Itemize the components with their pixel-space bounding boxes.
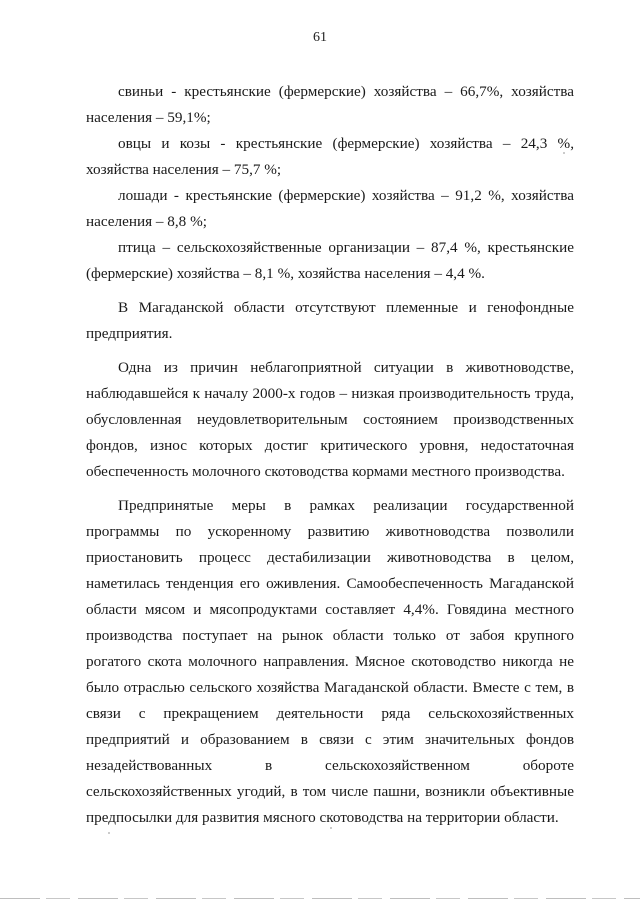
paragraph-causes: Одна из причин неблагоприятной ситуации в животноводстве, наблюдавшейся к началу 2000-х годов – низкая производительность труда, обусловленная неудовлетворительным состоянием производственных фондов, износ которых достиг критического уровня, недостаточная обеспеченность молочного скотоводства кормами местного производства. xyxy=(86,359,574,480)
scan-speck xyxy=(108,832,110,834)
scan-speck xyxy=(330,827,332,829)
page-body xyxy=(86,79,574,831)
paragraph-horses: лошади - крестьянские (фермерские) хозяйства – 91,2 %, хозяйства населения – 8,8 %; xyxy=(86,187,574,230)
page-number: 61 xyxy=(313,30,327,45)
scan-bottom-edge xyxy=(0,898,640,899)
paragraph-breeding-enterprises: В Магаданской области отсутствуют племенные и генофондные предприятия. xyxy=(86,299,574,342)
paragraph-sheep-goats: овцы и козы - крестьянские (фермерские) хозяйства – 24,3 %, хозяйства населения – 75,7 %; xyxy=(86,135,574,178)
scan-speck xyxy=(563,152,565,154)
paragraph-pigs: свиньи - крестьянские (фермерские) хозяйства – 66,7%, хозяйства населения – 59,1%; xyxy=(86,83,574,126)
paragraph-measures: Предпринятые меры в рамках реализации государственной программы по ускоренному развитию животноводства позволили приостановить процесс дестабилизации животноводства в целом, наметилась тенденция его оживления. Самообеспеченность Магаданской области мясом и мясопродуктами составляет 4,4%. Говядина местного производства поступает на рынок области только от забоя крупного рогатого скота молочного направления. Мясное скотоводство никогда не было отраслью сельского хозяйства Магаданской области. Вместе с тем, в связи с прекращением деятельности ряда сельскохозяйственных предприятий и образованием в связи с этим значительных фондов незадействованных в сельскохозяйственном обороте сельскохозяйственных угодий, в том числе пашни, возникли объективные предпосылки для развития мясного скотоводства на территории области. xyxy=(86,497,574,826)
paragraph-poultry: птица – сельскохозяйственные организации – 87,4 %, крестьянские (фермерские) хозяйства – 8,1 %, хозяйства населения – 4,4 %. xyxy=(86,239,574,282)
